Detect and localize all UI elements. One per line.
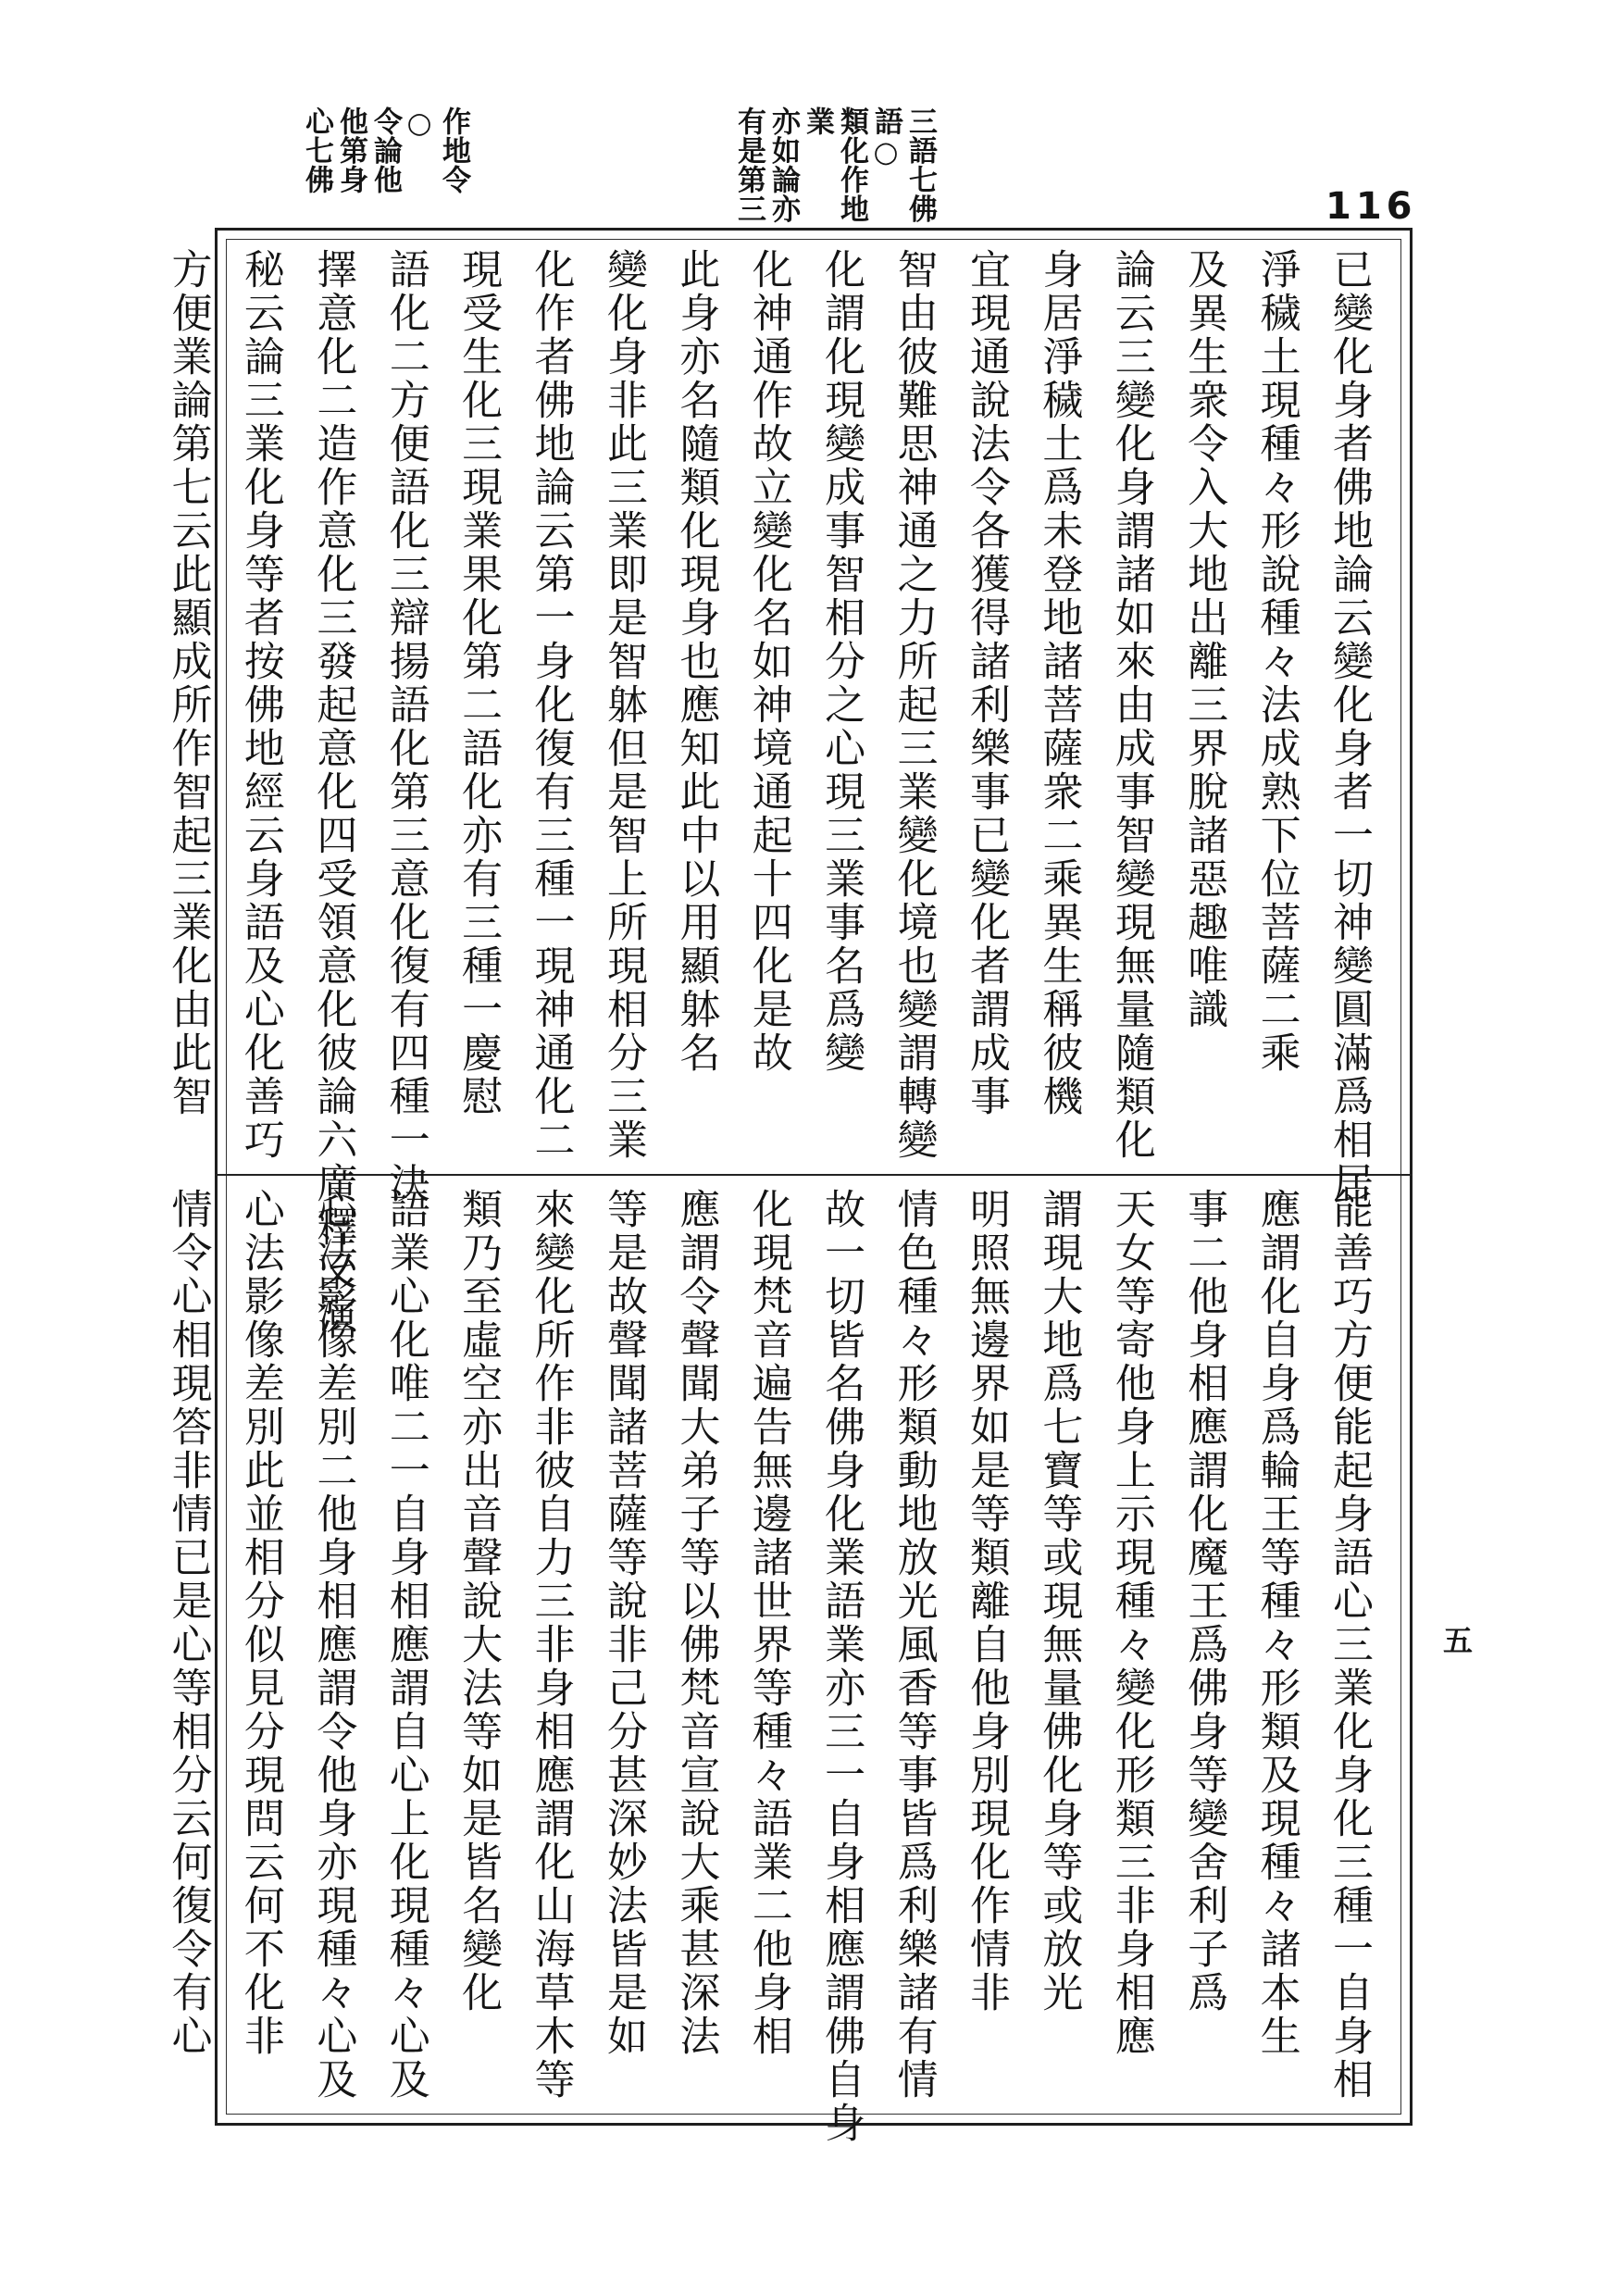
- header-note-left: [299, 106, 470, 227]
- text-column: 此身亦名隨類化現身也應知此中以用顯躰名: [672, 248, 720, 1075]
- text-column: 天女等寄他身上示現種々變化形類三非身相應: [1107, 1188, 1155, 2058]
- text-column: 事二他身相應謂化魔王爲佛身等變舍利子爲: [1180, 1188, 1228, 2015]
- text-column: 及異生衆令入大地出離三界脫諸惡趣唯識: [1180, 248, 1228, 1031]
- header-note-middle: [731, 106, 937, 227]
- text-column: 化現梵音遍告無邊諸世界等種々語業二他身相: [744, 1188, 792, 2058]
- text-column: 方便業論第七云此顯成所作智起三業化由此智: [164, 248, 212, 1118]
- text-column: 淨穢土現種々形說種々法成熟下位菩薩二乘: [1252, 248, 1301, 1075]
- text-column: 語化二方便語化三辯揚語化第三意化復有四種一決: [381, 248, 429, 1205]
- text-column: 宜現通說法令各獲得諸利樂事已變化者謂成事: [962, 248, 1010, 1118]
- text-column: 情令心相現答非情已是心等相分云何復令有心: [164, 1188, 212, 2058]
- header-note-line: 類化作地業: [801, 106, 868, 223]
- text-column: 應謂令聲聞大弟子等以佛梵音宣說大乘甚深法: [672, 1188, 720, 2058]
- header-note-line: 三語七佛語○: [869, 106, 937, 223]
- text-column: 謂現大地爲七寶等或現無量佛化身等或放光: [1035, 1188, 1083, 2015]
- text-column: 智由彼難思神通之力所起三業變化境也變謂轉變: [890, 248, 938, 1162]
- text-column: 身居淨穢土爲未登地諸菩薩衆二乘異生稱彼機: [1035, 248, 1083, 1118]
- header-note-line: 作地令○: [403, 106, 470, 194]
- text-column: 明照無邊界如是等類離自他身別現化作情非: [962, 1188, 1010, 2015]
- text-column: 等是故聲聞諸菩薩等說非己分甚深妙法皆是如: [599, 1188, 647, 2058]
- text-column: 來變化所作非彼自力三非身相應謂化山海草木等: [527, 1188, 575, 2102]
- text-block-lower: [164, 1188, 1385, 2145]
- text-column: 語業心化唯二一自身相應謂自心上化現種々心及: [381, 1188, 429, 2102]
- text-column: 現受生化三現業果化第二語化亦有三種一慶慰: [454, 248, 503, 1118]
- header-note-line: 令論他: [368, 106, 402, 194]
- text-column: 論云三變化身謂諸如來由成事智變現無量隨類化: [1107, 248, 1155, 1162]
- header-note-line: 他第身: [334, 106, 367, 194]
- text-column: 應謂化自身爲輪王等種々形類及現種々諸本生: [1252, 1188, 1301, 2058]
- text-column: 化作者佛地論云第一身化復有三種一現神通化二: [527, 248, 575, 1162]
- text-column: 心法影像差別二他身相應謂令他身亦現種々心及: [309, 1188, 357, 2102]
- header-note-line: 亦如論亦: [766, 106, 800, 223]
- text-column: 已變化身者佛地論云變化身者一切神變圓滿爲相居: [1326, 248, 1373, 1205]
- header-note-line: 心七佛: [300, 106, 333, 194]
- text-column: 擇意化二造作意化三發起意化四受領意化彼論六廣釋又演: [309, 248, 357, 1336]
- header-note-line: 有是第三: [732, 106, 765, 223]
- text-column: 化神通作故立變化名如神境通起十四化是故: [744, 248, 792, 1075]
- text-column: 能善巧方便能起身語心三業化身化三種一自身相: [1326, 1188, 1373, 2102]
- text-column: 秘云論三業化身等者按佛地經云身語及心化善巧: [236, 248, 284, 1162]
- page-number: 116: [1326, 185, 1417, 228]
- text-block-upper: [164, 248, 1385, 1336]
- margin-mark: 五: [1438, 1625, 1474, 1654]
- text-column: 化謂化現變成事智相分之心現三業事名爲變: [817, 248, 865, 1075]
- text-column: 情色種々形類動地放光風香等事皆爲利樂諸有情: [890, 1188, 938, 2102]
- text-column: 變化身非此三業即是智躰但是智上所現相分三業: [599, 248, 647, 1162]
- text-column: 故一切皆名佛身化業語業亦三一自身相應謂佛自身: [817, 1188, 865, 2145]
- text-column: 心法影像差別此並相分似見分現問云何不化非: [236, 1188, 284, 2058]
- text-column: 類乃至虛空亦出音聲說大法等如是皆名變化: [454, 1188, 503, 2015]
